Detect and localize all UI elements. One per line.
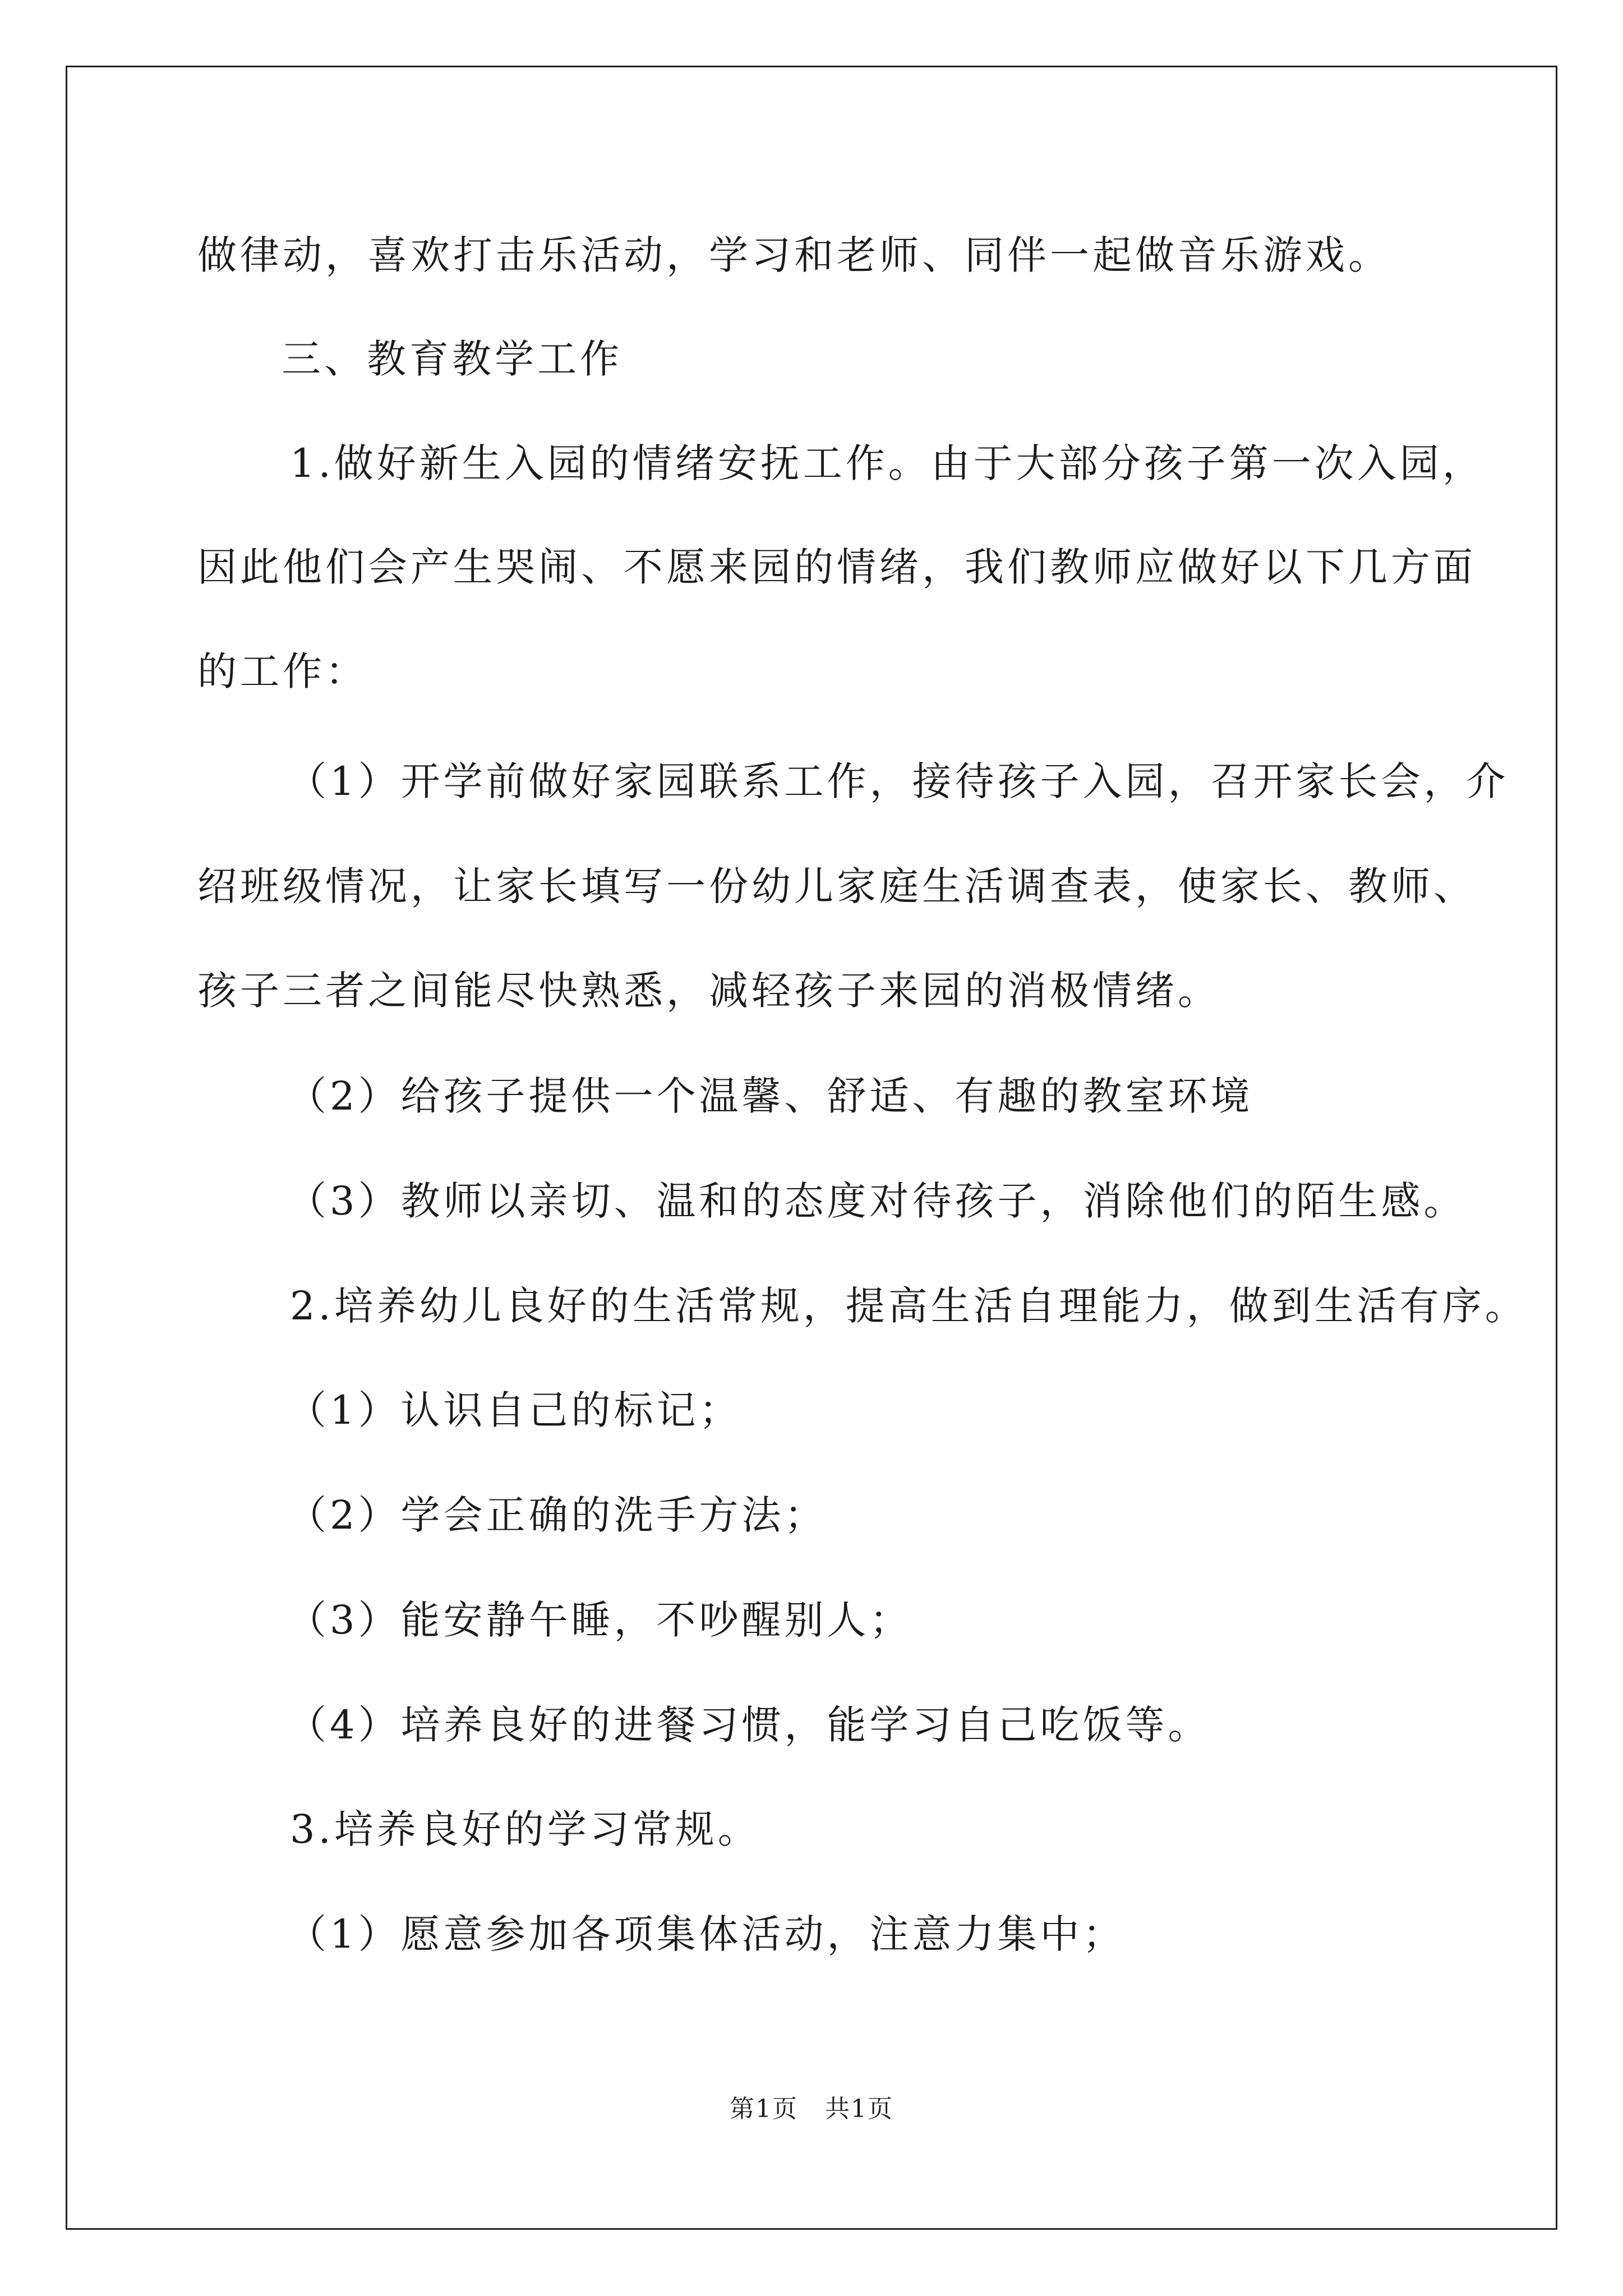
- paragraph-line: 孩子三者之间能尽快熟悉，减轻孩子来园的消极情绪。: [197, 968, 1220, 1014]
- paragraph-line: 绍班级情况，让家长填写一份幼儿家庭生活调查表，使家长、教师、: [197, 863, 1476, 909]
- list-item: （1）认识自己的标记；: [287, 1387, 742, 1433]
- paragraph-line: 2.培养幼儿良好的生活常规，提高生活自理能力，做到生活有序。: [290, 1283, 1528, 1329]
- list-item: （2）学会正确的洗手方法；: [287, 1492, 827, 1538]
- list-item: （1）愿意参加各项集体活动，注意力集中；: [287, 1911, 1126, 1957]
- list-item: （2）给孩子提供一个温馨、舒适、有趣的教室环境: [287, 1073, 1253, 1119]
- list-item: （4）培养良好的进餐习惯，能学习自己吃饭等。: [287, 1702, 1211, 1748]
- paragraph-line: 做律动，喜欢打击乐活动，学习和老师、同伴一起做音乐游戏。: [197, 232, 1391, 278]
- list-item: （3）能安静午睡，不吵醒别人；: [287, 1597, 912, 1643]
- paragraph-line: 的工作：: [197, 648, 368, 694]
- page-footer: 第1页 共1页: [730, 2095, 893, 2123]
- paragraph-line: 因此他们会产生哭闹、不愿来园的情绪，我们教师应做好以下几方面: [197, 544, 1476, 590]
- paragraph-line: 1.做好新生入园的情绪安抚工作。由于大部分孩子第一次入园，: [290, 440, 1485, 486]
- page-border: [66, 66, 1557, 2230]
- list-item: （3）教师以亲切、温和的态度对待孩子，消除他们的陌生感。: [287, 1178, 1467, 1224]
- list-item: （1）开学前做好家园联系工作，接待孩子入园，召开家长会，介: [287, 758, 1509, 804]
- section-heading: 三、教育教学工作: [282, 336, 623, 382]
- paragraph-line: 3.培养良好的学习常规。: [290, 1806, 760, 1852]
